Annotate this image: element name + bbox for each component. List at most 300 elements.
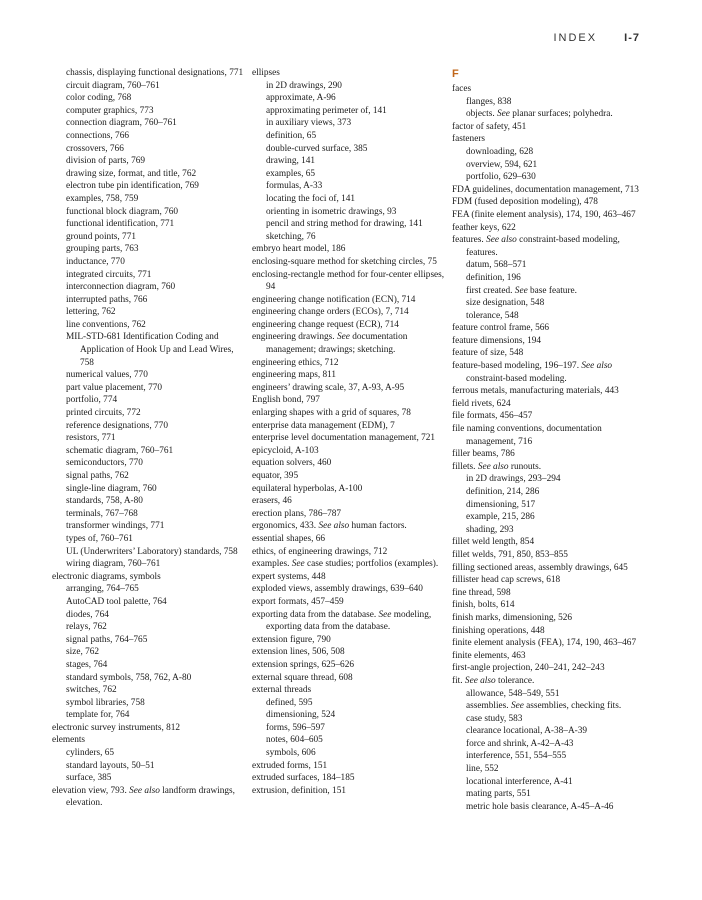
index-subentry (452, 159, 652, 172)
index-subentry (252, 130, 448, 143)
index-entry (252, 457, 448, 470)
entry-text: arranging, 764–765 (66, 584, 139, 595)
index-entry (452, 184, 652, 197)
index-entry (452, 322, 652, 335)
section-letter: F (452, 68, 459, 80)
entry-text: defined, 595 (266, 697, 313, 708)
index-subentry (52, 243, 248, 256)
entry-text: English bond, 797 (252, 395, 320, 406)
entry-text: switches, 762 (66, 685, 117, 696)
index-subentry (52, 672, 248, 685)
entry-text: overview, 594, 621 (466, 159, 538, 170)
entry-text: schematic diagram, 760–761 (66, 445, 174, 456)
index-subentry (452, 96, 652, 109)
index-entry (452, 83, 652, 96)
entry-text: feature dimensions, 194 (452, 335, 542, 346)
cross-reference-label: See also (464, 675, 496, 686)
entry-text: enterprise data management (EDM), 7 (252, 420, 395, 431)
entry-text: essential shapes, 66 (252, 533, 326, 544)
index-subentry (252, 218, 448, 231)
cross-reference-target: landform drawings, elevation. (66, 785, 235, 809)
index-entry (452, 234, 652, 259)
index-entry (252, 243, 448, 256)
index-entry (252, 319, 448, 332)
index-subentry (252, 722, 448, 735)
index-subentry (52, 558, 248, 571)
entry-text: first created. (466, 285, 513, 296)
index-subentry (52, 457, 248, 470)
index-subentry (52, 206, 248, 219)
entry-text: elements (52, 735, 86, 746)
cross-reference-label: See (291, 559, 305, 570)
index-subentry (452, 146, 652, 159)
index-subentry (252, 180, 448, 193)
entry-text: forms, 596–597 (266, 722, 325, 733)
cross-reference-label: See (378, 609, 392, 620)
index-subentry (252, 231, 448, 244)
entry-text: portfolio, 774 (66, 395, 118, 406)
entry-text: enterprise level documentation management, 721 (252, 433, 436, 444)
cross-reference-label: See (510, 701, 524, 712)
entry-text: engineering change request (ECR), 714 (252, 319, 399, 330)
running-head: INDEX (553, 32, 598, 44)
entry-text: examples, 65 (266, 168, 316, 179)
entry-text: signal paths, 764–765 (66, 634, 148, 645)
index-subentry (52, 231, 248, 244)
index-subentry (52, 609, 248, 622)
cross-reference-target: base feature. (530, 285, 578, 296)
index-subentry (52, 697, 248, 710)
entry-text: types of, 760–761 (66, 533, 133, 544)
entry-text: extruded forms, 151 (252, 760, 328, 771)
entry-text: printed circuits, 772 (66, 408, 141, 419)
entry-text: feature-based modeling, 196–197. (452, 361, 580, 372)
index-entry (452, 410, 652, 423)
entry-text: equilateral hyperbolas, A-100 (252, 483, 363, 494)
entry-text: extension lines, 506, 508 (252, 647, 345, 658)
entry-text: line conventions, 762 (66, 319, 146, 330)
entry-text: equator, 395 (252, 471, 299, 481)
index-entry (452, 562, 652, 575)
index-subentry (252, 734, 448, 747)
entry-text: template for, 764 (66, 710, 130, 721)
index-subentry (52, 634, 248, 647)
entry-text: fasteners (452, 134, 486, 145)
entry-text: features. (452, 235, 484, 246)
cross-reference-label: See (497, 109, 510, 120)
entry-text: metric hole basis clearance, A-45–A-46 (466, 801, 614, 812)
entry-text: examples. (252, 559, 290, 570)
index-subentry (452, 285, 652, 298)
entry-text: diodes, 764 (66, 609, 109, 620)
cross-reference-target: planar surfaces; polyhedra. (512, 109, 613, 120)
index-entry (252, 533, 448, 546)
index-entry (452, 612, 652, 625)
index-subentry (252, 206, 448, 219)
index-subentry (452, 688, 652, 701)
cross-reference-target: runouts. (510, 461, 542, 472)
entry-text: assemblies. (466, 701, 509, 712)
entry-text: wiring diagram, 760–761 (66, 559, 161, 570)
cross-reference-label: See also (477, 461, 509, 472)
entry-text: orienting in isometric drawings, 93 (266, 206, 397, 217)
index-subentry (252, 105, 448, 118)
entry-text: resistors, 771 (66, 433, 116, 444)
index-entry (452, 662, 652, 675)
index-column-3 (452, 67, 652, 813)
entry-text: formulas, A-33 (266, 181, 323, 192)
entry-text: integrated circuits, 771 (66, 269, 152, 280)
entry-text: fillets. (452, 461, 476, 472)
index-subentry (52, 130, 248, 143)
entry-text: extension springs, 625–626 (252, 659, 355, 670)
index-subentry (52, 407, 248, 420)
index-entry (452, 222, 652, 235)
entry-text: external threads (252, 685, 312, 696)
cross-reference-label: See (336, 332, 350, 343)
entry-text: fine thread, 598 (452, 587, 511, 598)
index-subentry (452, 750, 652, 763)
entry-text: MIL-STD-681 Identification Coding and Application of Hook Up and Lead Wires, 758 (66, 332, 234, 368)
index-subentry (52, 67, 248, 80)
entry-text: locational interference, A-41 (466, 776, 573, 787)
index-entry (252, 571, 448, 584)
index-entry (252, 546, 448, 559)
index-subentry (452, 310, 652, 323)
index-entry (452, 650, 652, 663)
entry-text: AutoCAD tool palette, 764 (66, 596, 167, 607)
entry-text: lettering, 762 (66, 307, 116, 318)
index-entry (452, 133, 652, 146)
entry-text: semiconductors, 770 (66, 458, 143, 469)
entry-text: drawing, 141 (266, 156, 316, 167)
index-subentry (52, 495, 248, 508)
index-entry (452, 398, 652, 411)
entry-text: force and shrink, A-42–A-43 (466, 738, 574, 749)
entry-text: grouping parts, 763 (66, 244, 139, 255)
entry-text: expert systems, 448 (252, 571, 326, 582)
entry-text: feature of size, 548 (452, 348, 524, 359)
entry-text: filling sectioned areas, assembly drawings, 645 (452, 562, 628, 573)
index-entry (252, 672, 448, 685)
entry-text: approximating perimeter of, 141 (266, 105, 387, 116)
entry-text: transformer windings, 771 (66, 521, 165, 532)
index-subentry (452, 763, 652, 776)
index-entry (252, 331, 448, 356)
entry-text: terminals, 767–768 (66, 508, 138, 519)
entry-text: fit. (452, 675, 463, 686)
entry-text: file naming conventions, documentation management, 716 (452, 424, 602, 447)
entry-text: drawing size, format, and title, 762 (66, 168, 197, 179)
index-entry (452, 121, 652, 134)
index-subentry (52, 180, 248, 193)
index-entry (252, 508, 448, 521)
index-subentry (52, 709, 248, 722)
cross-reference-target: constraint-based modeling, features. (466, 235, 620, 258)
index-subentry (52, 218, 248, 231)
entry-text: FEA (finite element analysis), 174, 190, 463–467 (452, 209, 636, 220)
cross-reference-target: assemblies, checking fits. (526, 701, 622, 712)
entry-text: cylinders, 65 (66, 748, 115, 759)
entry-text: embryo heart model, 186 (252, 244, 346, 255)
index-subentry (252, 168, 448, 181)
index-subentry (52, 193, 248, 206)
index-subentry (52, 772, 248, 785)
entry-text: portfolio, 629–630 (466, 172, 536, 183)
index-subentry (452, 499, 652, 512)
index-subentry (52, 646, 248, 659)
entry-text: erasers, 46 (252, 496, 292, 507)
index-entry (452, 536, 652, 549)
entry-text: feature control frame, 566 (452, 323, 550, 334)
index-subentry (52, 269, 248, 282)
entry-text: single-line diagram, 760 (66, 483, 157, 494)
index-entry (252, 483, 448, 496)
index-subentry (52, 394, 248, 407)
entry-text: reference designations, 770 (66, 420, 168, 431)
cross-reference-label: See also (486, 235, 517, 246)
entry-text: approximate, A-96 (266, 93, 336, 104)
entry-text: feather keys, 622 (452, 222, 516, 233)
entry-text: interference, 551, 554–555 (466, 751, 567, 762)
entry-text: extension figure, 790 (252, 634, 331, 645)
index-subentry (452, 788, 652, 801)
index-subentry (452, 473, 652, 486)
entry-text: finite element analysis (FEA), 174, 190, 463–467 (452, 638, 637, 649)
entry-text: finite elements, 463 (452, 650, 526, 661)
index-subentry (452, 801, 652, 814)
index-entry (452, 625, 652, 638)
index-subentry (52, 546, 248, 559)
index-entry (252, 369, 448, 382)
entry-text: inductance, 770 (66, 256, 125, 267)
index-subentry (452, 776, 652, 789)
index-entry (252, 558, 448, 571)
index-entry (252, 785, 448, 798)
index-entry (252, 634, 448, 647)
entry-text: connections, 766 (66, 130, 129, 141)
entry-text: crossovers, 766 (66, 143, 124, 154)
index-subentry (52, 483, 248, 496)
index-subentry (52, 596, 248, 609)
cross-reference-label: See also (129, 785, 160, 796)
entry-text: ellipses (252, 68, 280, 78)
entry-text: stages, 764 (66, 659, 108, 670)
index-subentry (452, 486, 652, 499)
index-entry (252, 659, 448, 672)
entry-text: datum, 568–571 (466, 260, 527, 271)
entry-text: first-angle projection, 240–241, 242–243 (452, 663, 605, 674)
entry-text: FDM (fused deposition modeling), 478 (452, 197, 598, 208)
entry-text: division of parts, 769 (66, 156, 146, 167)
entry-text: circuit diagram, 760–761 (66, 80, 160, 91)
entry-text: double-curved surface, 385 (266, 143, 368, 154)
index-subentry (52, 382, 248, 395)
cross-reference-label: See also (318, 521, 350, 532)
entry-text: in 2D drawings, 290 (266, 80, 342, 91)
index-subentry (452, 738, 652, 751)
entry-text: definition, 65 (266, 130, 317, 141)
entry-text: standard symbols, 758, 762, A-80 (66, 672, 192, 683)
index-subentry (52, 281, 248, 294)
index-entry (252, 432, 448, 445)
entry-text: engineering change orders (ECOs), 7, 714 (252, 307, 409, 318)
entry-text: definition, 214, 286 (466, 487, 540, 497)
index-subentry (52, 470, 248, 483)
entry-text: faces (452, 84, 472, 94)
entry-text: chassis, displaying functional designations, 771 (66, 68, 244, 78)
entry-text: computer graphics, 773 (66, 105, 154, 116)
index-subentry (52, 533, 248, 546)
index-subentry (52, 306, 248, 319)
index-column-1 (52, 67, 248, 810)
index-subentry (452, 725, 652, 738)
index-subentry (252, 155, 448, 168)
entry-text: functional identification, 771 (66, 219, 175, 230)
entry-text: factor of safety, 451 (452, 121, 527, 132)
index-entry (252, 760, 448, 773)
index-subentry (252, 747, 448, 760)
entry-text: erection plans, 786–787 (252, 508, 342, 519)
index-entry (252, 470, 448, 483)
entry-text: size, 762 (66, 647, 100, 658)
entry-text: in auxiliary views, 373 (266, 118, 352, 129)
entry-text: ethics, of engineering drawings, 712 (252, 546, 388, 557)
entry-text: connection diagram, 760–761 (66, 118, 177, 129)
entry-text: electronic diagrams, symbols (52, 571, 161, 582)
index-entry (252, 772, 448, 785)
entry-text: functional block diagram, 760 (66, 206, 179, 217)
index-column-2 (252, 67, 448, 797)
entry-text: ground points, 771 (66, 231, 136, 242)
index-entry (452, 637, 652, 650)
entry-text: relays, 762 (66, 622, 107, 633)
entry-text: equation solvers, 460 (252, 458, 332, 469)
index-entry (452, 587, 652, 600)
index-subentry (452, 511, 652, 524)
entry-text: field rivets, 624 (452, 398, 511, 409)
index-subentry (52, 747, 248, 760)
index-subentry (252, 117, 448, 130)
index-subentry (452, 700, 652, 713)
entry-text: flanges, 838 (466, 96, 512, 107)
index-entry (252, 306, 448, 319)
entry-text: finish, bolts, 614 (452, 600, 515, 611)
index-entry (452, 574, 652, 587)
index-entry (452, 360, 652, 385)
entry-text: shading, 293 (466, 524, 514, 535)
entry-text: elevation view, 793. (52, 785, 127, 796)
index-subentry (52, 520, 248, 533)
index-subentry (452, 259, 652, 272)
entry-text: extruded surfaces, 184–185 (252, 773, 355, 784)
entry-text: signal paths, 762 (66, 471, 129, 481)
entry-text: symbols, 606 (266, 748, 316, 759)
entry-text: finish marks, dimensioning, 526 (452, 612, 573, 623)
page-header (553, 32, 640, 46)
index-entry (452, 675, 652, 688)
cross-reference-target: modeling, exporting data from the database. (266, 609, 432, 633)
index-entry (452, 549, 652, 562)
index-subentry (52, 143, 248, 156)
entry-text: size designation, 548 (466, 298, 545, 309)
cross-reference-target: human factors. (351, 521, 407, 532)
index-entry (452, 209, 652, 222)
index-subentry (52, 445, 248, 458)
index-entry (252, 294, 448, 307)
entry-text: fillet welds, 791, 850, 853–855 (452, 549, 568, 560)
entry-text: engineering maps, 811 (252, 370, 337, 381)
index-subentry (52, 684, 248, 697)
index-entry (252, 445, 448, 458)
entry-text: finishing operations, 448 (452, 625, 545, 636)
index-entry (452, 461, 652, 474)
index-entry (452, 196, 652, 209)
index-subentry (252, 193, 448, 206)
index-entry (252, 382, 448, 395)
index-entry (252, 609, 448, 634)
entry-text: standards, 758, A-80 (66, 496, 143, 507)
index-subentry (52, 155, 248, 168)
entry-text: sketching, 76 (266, 231, 316, 242)
index-subentry (252, 92, 448, 105)
index-entry (252, 684, 448, 697)
entry-text: enclosing-square method for sketching circles, 75 (252, 256, 437, 267)
index-subentry (452, 297, 652, 310)
index-subentry (252, 143, 448, 156)
entry-text: external square thread, 608 (252, 672, 353, 683)
entry-text: fillet weld length, 854 (452, 537, 535, 548)
index-entry (252, 495, 448, 508)
cross-reference-label: See also (581, 361, 613, 372)
entry-text: examples, 758, 759 (66, 193, 139, 204)
entry-text: surface, 385 (66, 773, 112, 784)
index-subentry (52, 168, 248, 181)
index-subentry (52, 80, 248, 93)
entry-text: pencil and string method for drawing, 141 (266, 219, 423, 230)
index-entry (252, 357, 448, 370)
entry-text: allowance, 548–549, 551 (466, 688, 560, 699)
index-subentry (52, 432, 248, 445)
index-entry (52, 571, 248, 584)
entry-text: symbol libraries, 758 (66, 697, 145, 708)
entry-text: electronic survey instruments, 812 (52, 722, 181, 733)
index-entry (452, 347, 652, 360)
index-entry (252, 583, 448, 596)
index-subentry (52, 294, 248, 307)
entry-text: engineers’ drawing scale, 37, A-93, A-95 (252, 382, 405, 393)
index-subentry (52, 760, 248, 773)
cross-reference-label: See (514, 285, 528, 296)
entry-text: UL (Underwriters’ Laboratory) standards, 758 (66, 546, 238, 557)
index-subentry (452, 713, 652, 726)
index-entry (452, 385, 652, 398)
index-entry (252, 256, 448, 269)
entry-text: enclosing-rectangle method for four-center ellipses, 94 (252, 269, 445, 293)
index-subentry (52, 117, 248, 130)
entry-text: exporting data from the database. (252, 609, 377, 620)
entry-text: enlarging shapes with a grid of squares, 78 (252, 408, 411, 419)
entry-text: dimensioning, 517 (466, 499, 536, 510)
entry-text: extrusion, definition, 151 (252, 785, 346, 796)
index-subentry (52, 256, 248, 269)
cross-reference-target: constraint-based modeling. (466, 373, 567, 384)
index-entry (252, 520, 448, 533)
index-subentry (52, 92, 248, 105)
entry-text: in 2D drawings, 293–294 (466, 474, 561, 485)
entry-text: engineering change notification (ECN), 714 (252, 294, 416, 305)
entry-text: dimensioning, 524 (266, 710, 336, 721)
